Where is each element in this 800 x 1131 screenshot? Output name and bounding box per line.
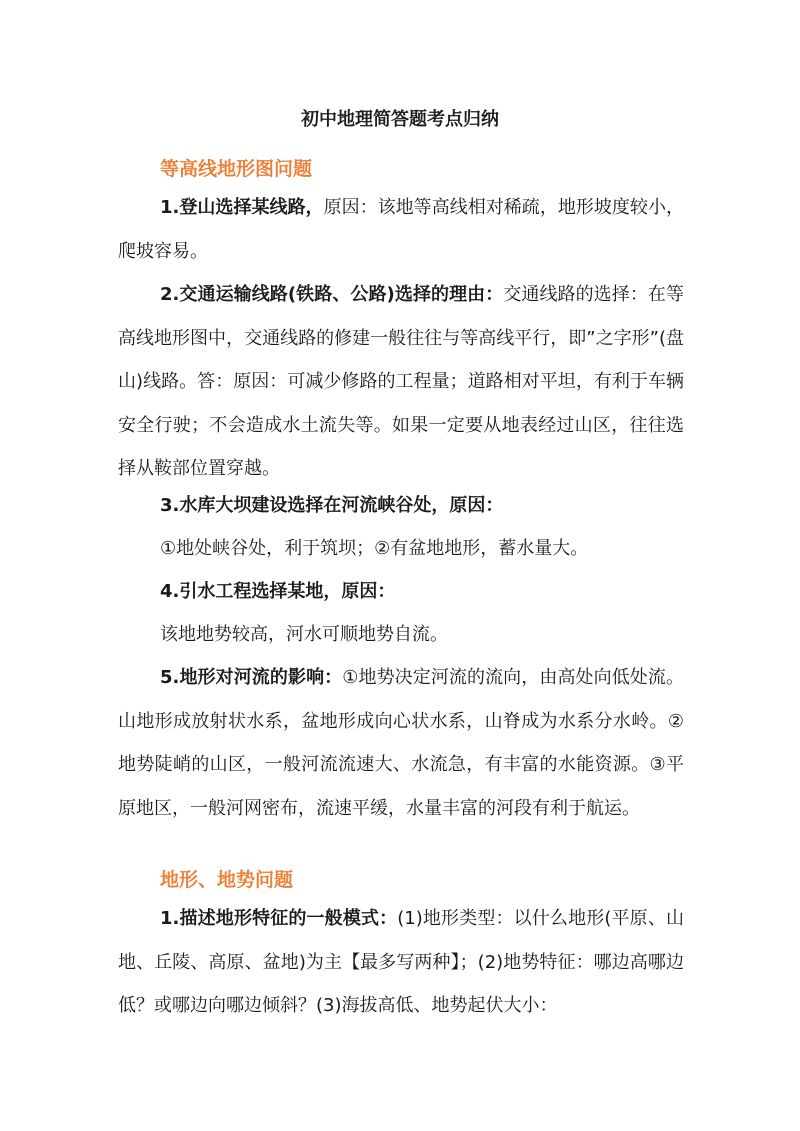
paragraph-text: 交通线路的选择：在等高线地形图中，交通线路的修建一般往往与等高线平行，即”之字形”(盘山)线路。答：原因：可减少修路的工程量；道路相对平坦，有利于车辆安全行驶；不会造成水土流失等。如果一定要从地表经过山区，往往选择从鞍部位置穿越。 — [118, 284, 684, 479]
paragraph-terrain-description — [118, 897, 684, 1028]
paragraph-terrain-river — [118, 656, 684, 830]
section-heading-terrain: 地形、地势问题 — [160, 869, 294, 891]
paragraph-water-diversion-reason — [118, 613, 684, 657]
paragraph-lead: 3.水库大坝建设选择在河流峡谷处，原因： — [160, 495, 504, 516]
paragraph-transport-route — [118, 273, 684, 491]
paragraph-lead: 5.地形对河流的影响： — [160, 667, 343, 688]
paragraph-text: ①地处峡谷处，利于筑坝；②有盆地地形，蓄水量大。 — [160, 538, 589, 559]
paragraph-text: 该地地势较高，河水可顺地势自流。 — [160, 624, 448, 645]
paragraph-reservoir-dam — [118, 484, 684, 528]
paragraph-reservoir-reason — [118, 527, 684, 571]
paragraph-text: (1)地形类型：以什么地形(平原、山地、丘陵、高原、盆地)为主【最多写两种】；(2)地势特征：哪边高哪边低？或哪边向哪边倾斜？(3)海拔高低、地势起伏大小： — [118, 908, 684, 1016]
paragraph-mountain-route — [118, 186, 684, 273]
section-heading-contour-map: 等高线地形图问题 — [160, 158, 313, 180]
document-title: 初中地理简答题考点归纳 — [301, 109, 499, 130]
paragraph-lead: 2.交通运输线路(铁路、公路)选择的理由： — [160, 284, 504, 305]
paragraph-text: ①地势决定河流的流向，由高处向低处流。山地形成放射状水系，盆地形成向心状水系，山脊成为水系分水岭。②地势陡峭的山区，一般河流流速大、水流急，有丰富的水能资源。③平原地区，一般河网密布，流速平缓，水量丰富的河段有利于航运。 — [118, 667, 684, 819]
paragraph-lead: 1.登山选择某线路， — [160, 197, 324, 218]
paragraph-water-diversion — [118, 570, 684, 614]
paragraph-lead: 4.引水工程选择某地，原因： — [160, 581, 396, 602]
paragraph-text: 原因：该地等高线相对稀疏，地形坡度较小，爬坡容易。 — [118, 197, 684, 262]
paragraph-lead: 1.描述地形特征的一般模式： — [160, 908, 398, 929]
